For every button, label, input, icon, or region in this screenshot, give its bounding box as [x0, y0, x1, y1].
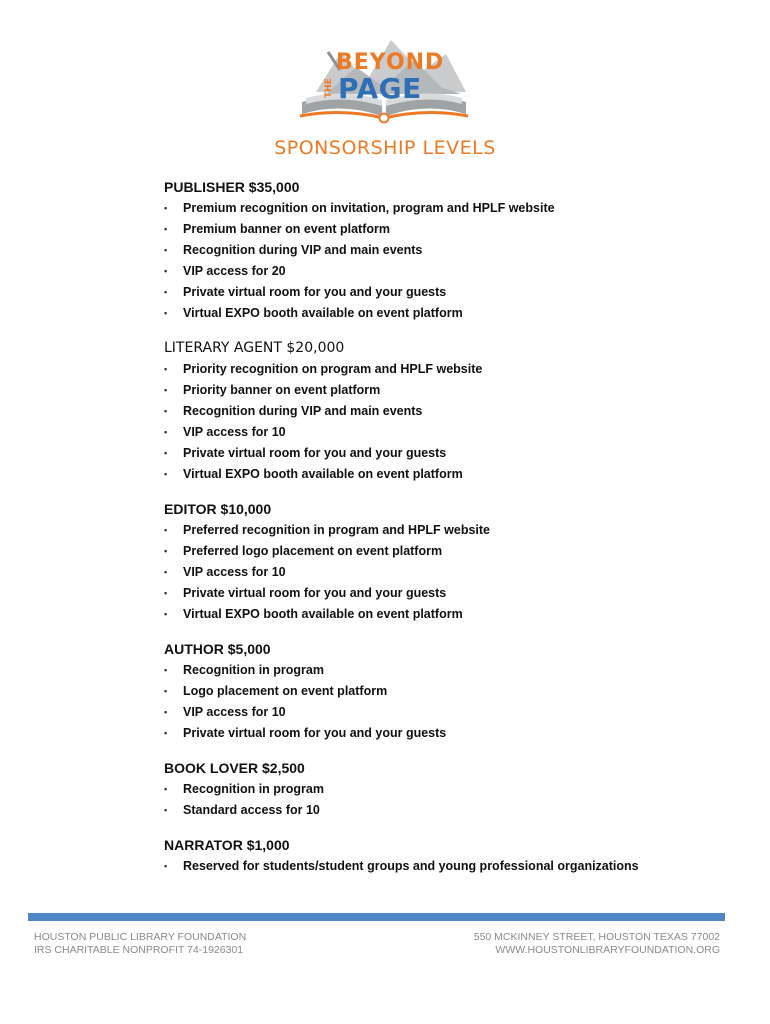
list-item: • Virtual EXPO booth available on event platform	[164, 303, 724, 324]
list-item: • VIP access for 10	[164, 562, 724, 583]
list-item: • Premium recognition on invitation, program and HPLF website	[164, 198, 724, 219]
list-item: • VIP access for 10	[164, 422, 724, 443]
bullet-icon: •	[164, 546, 168, 556]
list-item: • Private virtual room for you and your guests	[164, 723, 724, 744]
level-heading: PUBLISHER $35,000	[164, 179, 300, 195]
footer-divider-bar	[28, 913, 725, 921]
bullet-icon: •	[164, 707, 168, 717]
bullet-icon: •	[164, 686, 168, 696]
footer-nonprofit-id: IRS CHARITABLE NONPROFIT 74-1926301	[34, 944, 244, 956]
list-item: • Preferred logo placement on event platform	[164, 541, 724, 562]
level-section-editor	[164, 499, 724, 625]
bullet-icon: •	[164, 728, 168, 738]
list-item: • Virtual EXPO booth available on event platform	[164, 464, 724, 485]
bullet-icon: •	[164, 665, 168, 675]
list-item: • Reserved for students/student groups and young professional organizations	[164, 856, 724, 877]
bullet-icon: •	[164, 609, 168, 619]
list-item: • VIP access for 20	[164, 261, 724, 282]
level-heading: NARRATOR $1,000	[164, 837, 290, 853]
list-item: • Private virtual room for you and your guests	[164, 583, 724, 604]
bullet-icon: •	[164, 406, 168, 416]
level-heading: EDITOR $10,000	[164, 501, 272, 517]
bullet-icon: •	[164, 308, 168, 318]
list-item: • Standard access for 10	[164, 800, 724, 821]
level-heading: BOOK LOVER $2,500	[164, 760, 305, 776]
footer-organization	[34, 931, 246, 957]
list-item: • Private virtual room for you and your guests	[164, 443, 724, 464]
footer-contact	[474, 931, 720, 957]
list-item: • Recognition in program	[164, 779, 724, 800]
bullet-icon: •	[164, 224, 168, 234]
list-item: • Virtual EXPO booth available on event platform	[164, 604, 724, 625]
bullet-icon: •	[164, 861, 168, 871]
bullet-icon: •	[164, 469, 168, 479]
list-item: • Recognition during VIP and main events	[164, 240, 724, 261]
list-item: • Preferred recognition in program and HPLF website	[164, 520, 724, 541]
beyond-the-page-logo	[296, 32, 472, 124]
bullet-icon: •	[164, 245, 168, 255]
bullet-icon: •	[164, 784, 168, 794]
list-item: • Logo placement on event platform	[164, 681, 724, 702]
bullet-icon: •	[164, 385, 168, 395]
level-section-narrator	[164, 835, 724, 877]
list-item: • Recognition during VIP and main events	[164, 401, 724, 422]
footer-org-name: HOUSTON PUBLIC LIBRARY FOUNDATION	[34, 931, 247, 943]
level-section-publisher	[164, 177, 724, 324]
list-item: • Premium banner on event platform	[164, 219, 724, 240]
list-item: • Private virtual room for you and your guests	[164, 282, 724, 303]
list-item: • Priority banner on event platform	[164, 380, 724, 401]
bullet-icon: •	[164, 266, 168, 276]
level-heading: LITERARY AGENT $20,000	[164, 340, 345, 356]
footer-address: 550 MCKINNEY STREET, HOUSTON TEXAS 77002	[473, 931, 720, 943]
level-section-author	[164, 639, 724, 744]
list-item: • Recognition in program	[164, 660, 724, 681]
logo-word-beyond: BEYOND	[336, 50, 445, 75]
level-section-literary-agent	[164, 338, 724, 485]
footer-website-link[interactable]: WWW.HOUSTONLIBRARYFOUNDATION.ORG	[495, 944, 720, 956]
level-heading: AUTHOR $5,000	[164, 641, 271, 657]
bullet-icon: •	[164, 448, 168, 458]
list-item: • VIP access for 10	[164, 702, 724, 723]
level-section-book-lover	[164, 758, 724, 821]
bullet-icon: •	[164, 525, 168, 535]
list-item: • Priority recognition on program and HPLF website	[164, 359, 724, 380]
logo-word-page: PAGE	[338, 72, 422, 105]
logo-word-the: THE	[324, 78, 334, 98]
bullet-icon: •	[164, 203, 168, 213]
sponsorship-levels-list	[164, 177, 724, 891]
bullet-icon: •	[164, 287, 168, 297]
bullet-icon: •	[164, 427, 168, 437]
page-title: SPONSORSHIP LEVELS	[274, 137, 496, 159]
bullet-icon: •	[164, 588, 168, 598]
bullet-icon: •	[164, 364, 168, 374]
bullet-icon: •	[164, 805, 168, 815]
bullet-icon: •	[164, 567, 168, 577]
